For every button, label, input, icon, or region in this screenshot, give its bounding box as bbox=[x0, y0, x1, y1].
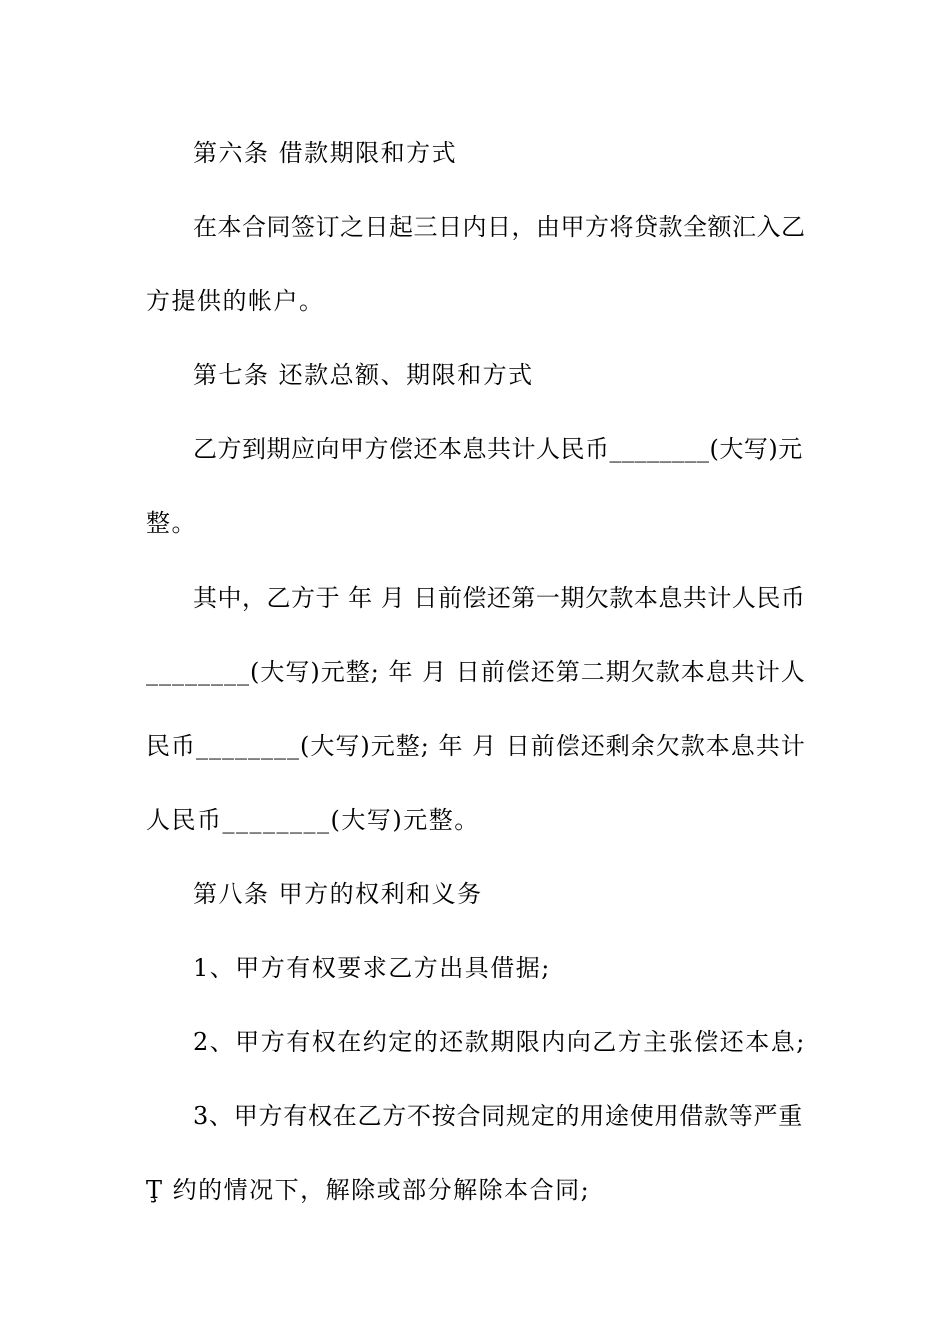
list-item: 3、甲方有权在乙方不按合同规定的用途使用借款等严重 bbox=[193, 1102, 804, 1130]
paragraph-line: Ţ 约的情况下，解除或部分解除本合同; bbox=[146, 1176, 591, 1204]
paragraph-line: 整。 bbox=[146, 509, 197, 537]
paragraph-line: 民币________(大写)元整; 年 月 日前偿还剩余欠款本息共计 bbox=[146, 732, 806, 760]
article-6-heading: 第六条 借款期限和方式 bbox=[193, 139, 458, 167]
list-item: 2、甲方有权在约定的还款期限内向乙方主张偿还本息; bbox=[193, 1028, 806, 1056]
paragraph-line: 人民币________(大写)元整。 bbox=[146, 806, 480, 834]
paragraph-line: ________(大写)元整; 年 月 日前偿还第二期欠款本息共计人 bbox=[146, 658, 806, 686]
paragraph-line: 其中，乙方于 年 月 日前偿还第一期欠款本息共计人民币 bbox=[193, 584, 806, 612]
list-item: 1、甲方有权要求乙方出具借据; bbox=[193, 954, 551, 982]
paragraph-line: 方提供的帐户。 bbox=[146, 287, 325, 315]
paragraph-line: 乙方到期应向甲方偿还本息共计人民币________(大写)元 bbox=[193, 435, 803, 463]
article-7-heading: 第七条 还款总额、期限和方式 bbox=[193, 361, 534, 389]
article-8-heading: 第八条 甲方的权利和义务 bbox=[193, 880, 483, 908]
paragraph-line: 在本合同签订之日起三日内日，由甲方将贷款全额汇入乙 bbox=[193, 213, 806, 241]
